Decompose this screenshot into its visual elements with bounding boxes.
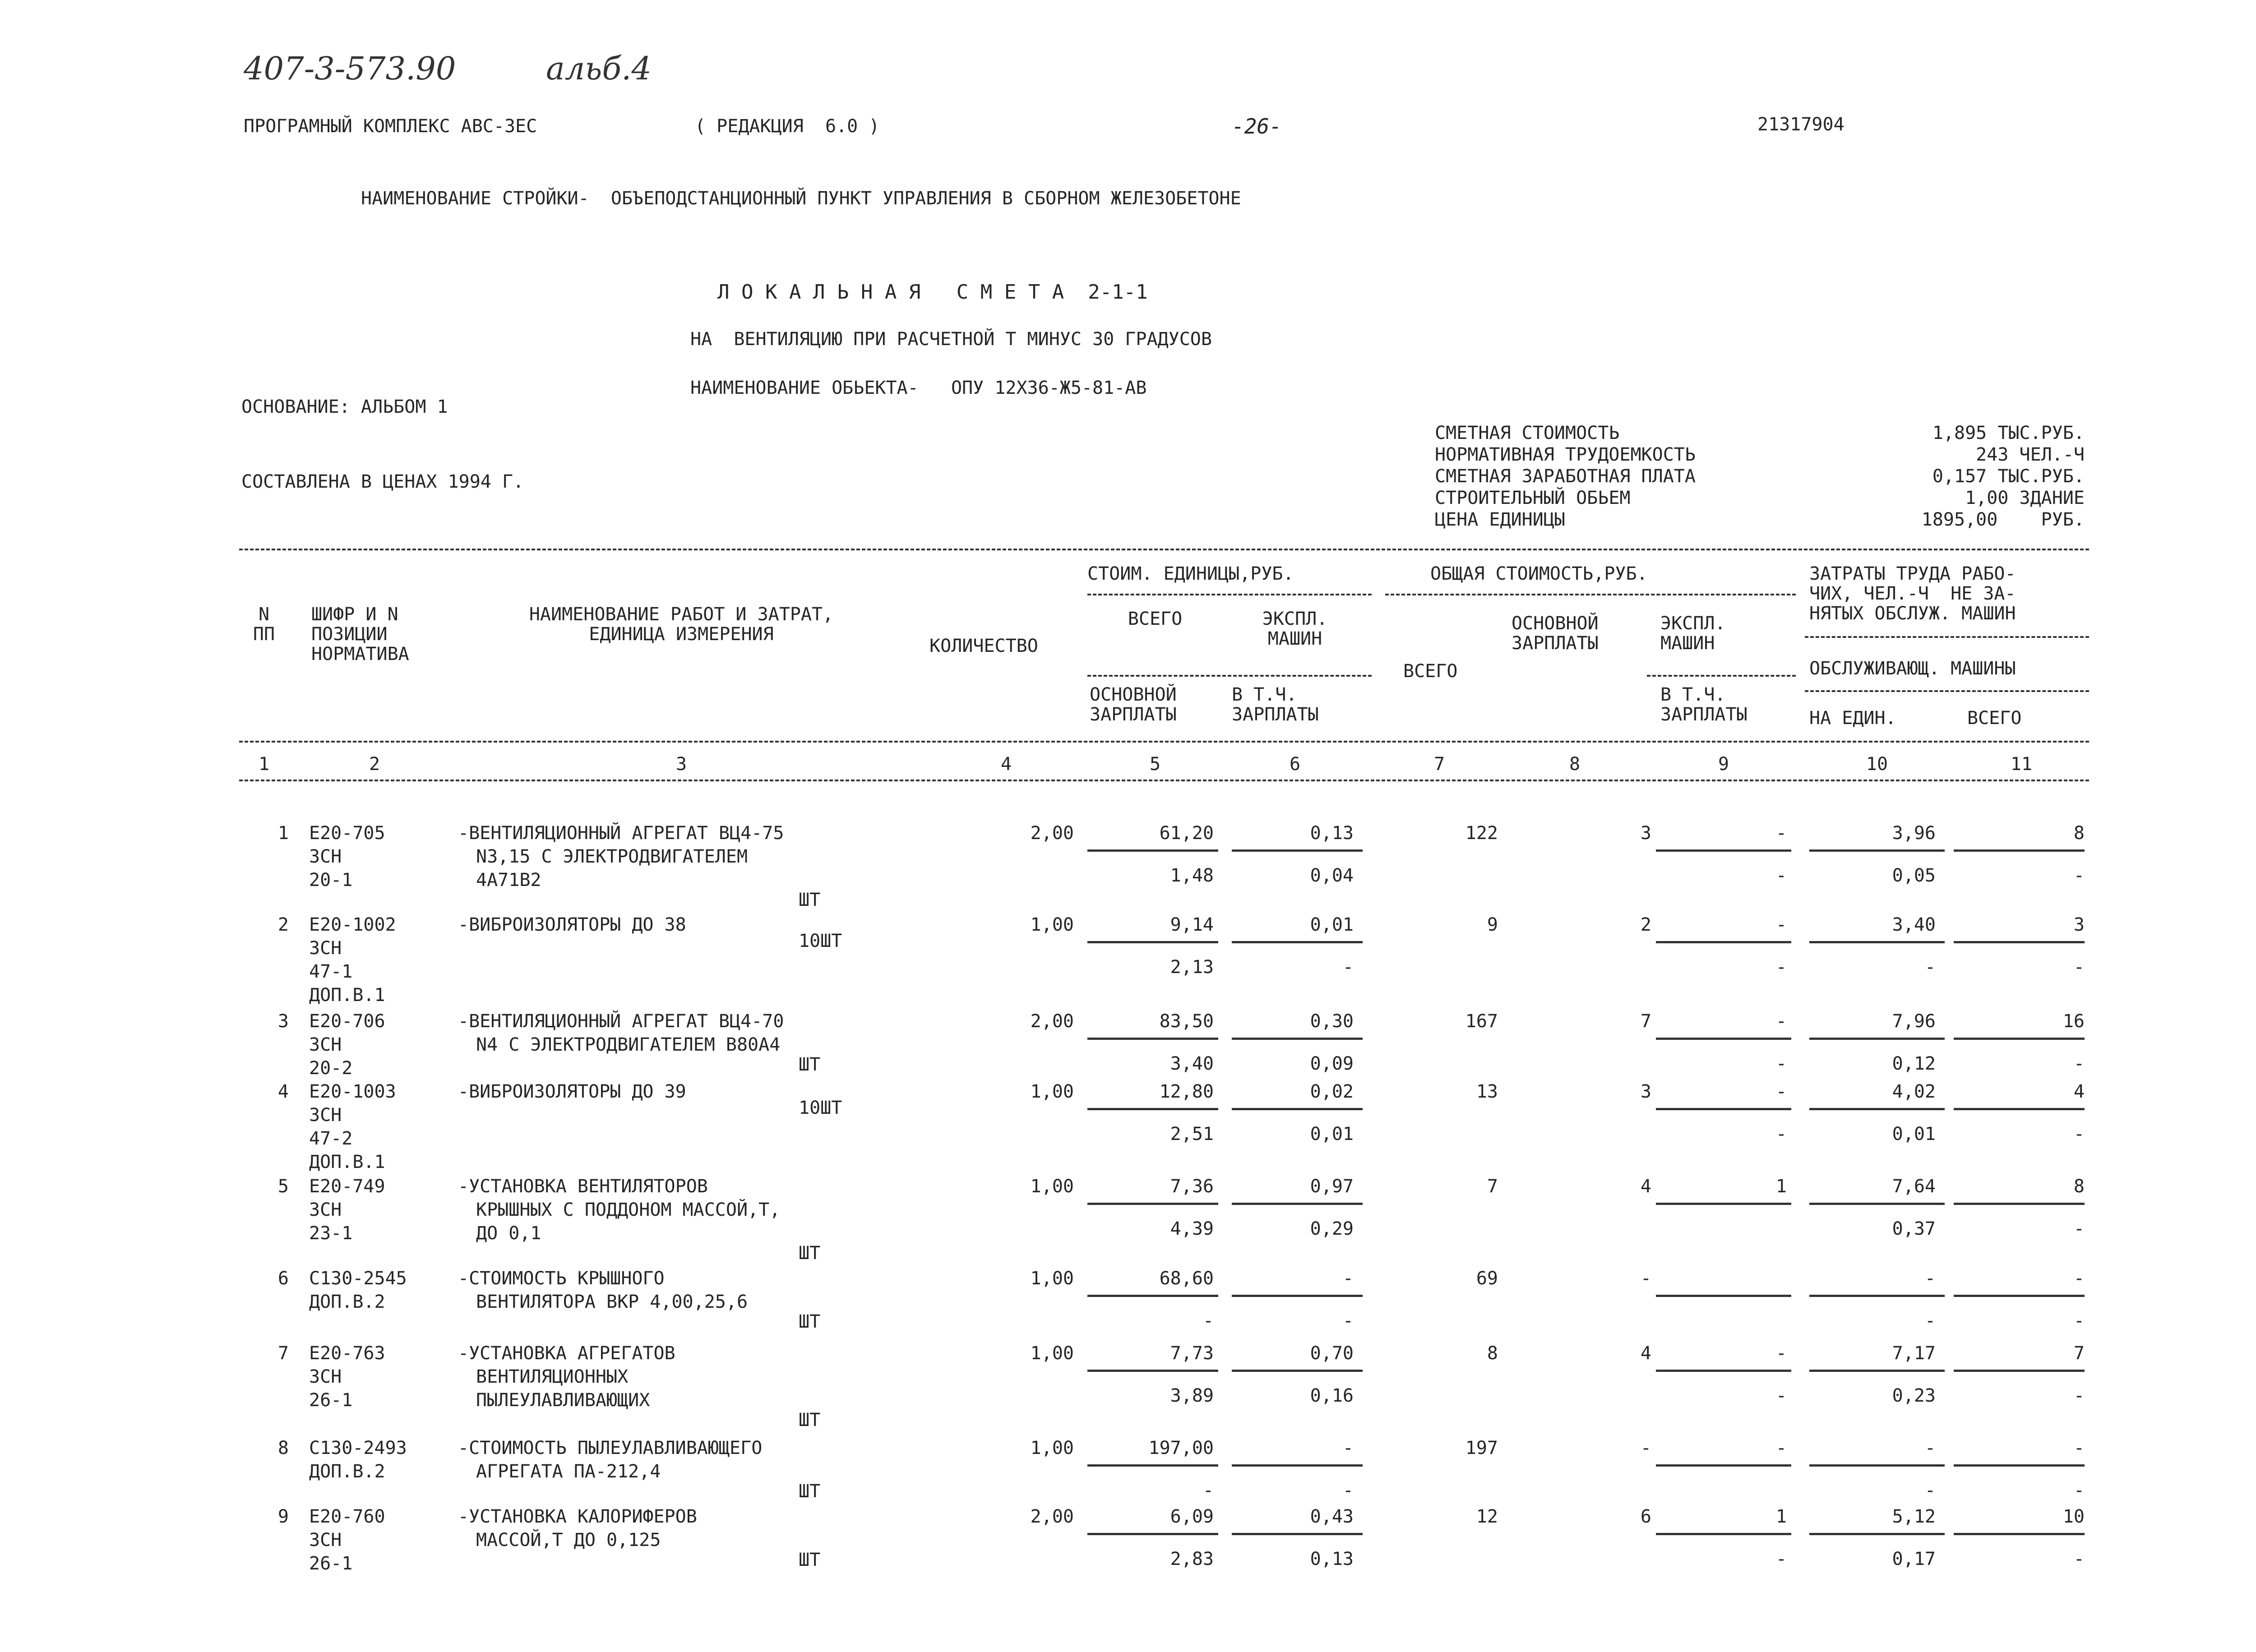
row-unit: ШТ xyxy=(799,1410,821,1431)
cell-underline xyxy=(1954,1370,2085,1372)
cell-underline xyxy=(1656,1295,1791,1297)
row-unit-wage: 4,39 xyxy=(1170,1218,1214,1239)
row-name: ВЕНТИЛЯЦИОННЫХ xyxy=(476,1366,629,1387)
header-subrule xyxy=(1805,690,2089,692)
row-unit-wage: - xyxy=(1202,1311,1214,1331)
row-unit-wage: 2,83 xyxy=(1170,1549,1214,1569)
row-name: АГРЕГАТА ПА-212,4 xyxy=(476,1461,661,1482)
row-name: ВЕНТИЛЯТОРА ВКР 4,00,25,6 xyxy=(476,1292,748,1312)
object-name: НАИМЕНОВАНИЕ ОБЬЕКТА- ОПУ 12Х36-Ж5-81-АВ xyxy=(690,378,1147,398)
row-labor-total-machines: - xyxy=(2073,1218,2085,1239)
document-subtitle: НА ВЕНТИЛЯЦИЮ ПРИ РАСЧЕТНОЙ Т МИНУС 30 ГРАДУСОВ xyxy=(690,329,1212,350)
cell-underline xyxy=(1087,1203,1218,1205)
row-total: 167 xyxy=(1465,1011,1498,1032)
row-labor-total-machines: - xyxy=(2073,1385,2085,1406)
cell-underline xyxy=(1656,1464,1791,1467)
row-unit-wage: 2,13 xyxy=(1170,957,1214,978)
col-labor-machines-header: ОБСЛУЖИВАЮЩ. МАШИНЫ xyxy=(1809,658,2016,679)
row-unit-machine: 0,13 xyxy=(1310,823,1354,844)
doc-number: 21317904 xyxy=(1757,114,1845,135)
cell-underline xyxy=(1087,849,1218,852)
cell-underline xyxy=(1954,941,2085,943)
row-total-machine-wage: - xyxy=(1775,865,1787,886)
row-labor-total: 16 xyxy=(2062,1011,2085,1032)
cell-underline xyxy=(1087,1295,1218,1297)
cell-underline xyxy=(1656,1370,1791,1372)
row-unit-machine-wage: 0,13 xyxy=(1310,1549,1354,1569)
col-unit-machine-wage-header: В Т.Ч. ЗАРПЛАТЫ xyxy=(1232,684,1319,725)
row-name: -СТОИМОСТЬ КРЫШНОГО xyxy=(458,1268,665,1289)
row-labor-total-machines: - xyxy=(2073,1311,2085,1331)
cell-underline xyxy=(1954,1108,2085,1110)
header-subrule xyxy=(1647,675,1796,677)
row-code: Е20-705 xyxy=(309,823,385,844)
program-edition: ( РЕДАКЦИЯ 6.0 ) xyxy=(695,116,880,137)
column-number: 2 xyxy=(369,754,380,775)
row-total-wage: 2 xyxy=(1640,914,1651,935)
cell-underline xyxy=(1087,1533,1218,1535)
row-code: ЗСН xyxy=(309,1034,342,1055)
cell-underline xyxy=(1232,1203,1363,1205)
row-unit-machine-wage: - xyxy=(1342,957,1354,978)
page-number: -26- xyxy=(1232,114,1282,138)
row-labor-unit-machines: 0,01 xyxy=(1892,1124,1936,1144)
row-unit-machine: 0,30 xyxy=(1310,1011,1354,1032)
row-labor-total: 10 xyxy=(2062,1506,2085,1527)
row-total: 9 xyxy=(1487,914,1498,935)
col-labor-total-header: ВСЕГО xyxy=(1967,708,2022,729)
row-code: 20-2 xyxy=(309,1058,353,1079)
row-labor-total: 8 xyxy=(2073,823,2085,844)
cell-underline xyxy=(1232,941,1363,943)
row-code: ДОП.В.2 xyxy=(309,1292,385,1312)
row-code: ДОП.В.2 xyxy=(309,1461,385,1482)
row-unit-cost: 12,80 xyxy=(1159,1081,1214,1102)
summary-label: ЦЕНА ЕДИНИЦЫ xyxy=(1435,509,1565,530)
column-number: 5 xyxy=(1149,754,1161,775)
row-number: 5 xyxy=(277,1176,289,1197)
row-code: ЗСН xyxy=(309,1105,342,1126)
cell-underline xyxy=(1087,1370,1218,1372)
row-unit-machine-wage: 0,01 xyxy=(1310,1124,1354,1144)
summary-value: 1,00 ЗДАНИЕ xyxy=(1965,488,2085,508)
row-number: 9 xyxy=(277,1506,289,1527)
row-labor-unit: 7,17 xyxy=(1892,1343,1936,1364)
col-qty-header: КОЛИЧЕСТВО xyxy=(929,636,1038,656)
row-unit-wage: 3,89 xyxy=(1170,1385,1214,1406)
row-total-wage: - xyxy=(1640,1438,1651,1458)
cell-underline xyxy=(1809,1203,1945,1205)
basis-line: ОСНОВАНИЕ: АЛЬБОМ 1 xyxy=(241,397,448,417)
row-unit: ШТ xyxy=(799,1550,821,1570)
row-code: С130-2545 xyxy=(309,1268,407,1289)
row-labor-unit: - xyxy=(1924,1438,1936,1458)
col-num-header: N ПП xyxy=(253,604,275,645)
row-number: 7 xyxy=(277,1343,289,1364)
row-unit-machine: 0,43 xyxy=(1310,1506,1354,1527)
row-unit-cost: 197,00 xyxy=(1148,1438,1214,1458)
row-unit: ШТ xyxy=(799,1481,821,1502)
handwritten-album: альб.4 xyxy=(546,50,652,87)
summary-value: 1895,00 РУБ. xyxy=(1921,509,2085,530)
row-quantity: 2,00 xyxy=(1030,823,1074,844)
row-name: N4 С ЭЛЕКТРОДВИГАТЕЛЕМ В80А4 xyxy=(476,1034,781,1055)
row-labor-unit: 7,64 xyxy=(1892,1176,1936,1197)
numbers-rule xyxy=(239,780,2089,781)
handwritten-code: 407-3-573.90 xyxy=(244,50,456,87)
row-total-machine-wage: - xyxy=(1775,957,1787,978)
row-total-wage: 3 xyxy=(1640,1081,1651,1102)
row-code: Е20-760 xyxy=(309,1506,385,1527)
row-code: ЗСН xyxy=(309,1200,342,1220)
row-quantity: 2,00 xyxy=(1030,1011,1074,1032)
row-labor-unit-machines: 0,17 xyxy=(1892,1549,1936,1569)
col-unit-wage-header: ОСНОВНОЙ ЗАРПЛАТЫ xyxy=(1090,684,1177,725)
row-labor-unit: 3,96 xyxy=(1892,823,1936,844)
row-code: ДОП.В.1 xyxy=(309,985,385,1006)
row-quantity: 1,00 xyxy=(1030,1438,1074,1458)
column-number: 7 xyxy=(1433,754,1445,775)
row-unit-cost: 83,50 xyxy=(1159,1011,1214,1032)
header-rule-bottom xyxy=(239,741,2089,743)
row-name: 4А71В2 xyxy=(476,870,541,891)
row-labor-unit-machines: - xyxy=(1924,957,1936,978)
row-code: 26-1 xyxy=(309,1553,353,1574)
row-name: -ВЕНТИЛЯЦИОННЫЙ АГРЕГАТ ВЦ4-70 xyxy=(458,1011,784,1032)
row-total-wage: 4 xyxy=(1640,1343,1651,1364)
summary-value: 1,895 ТЫС.РУБ. xyxy=(1932,423,2085,443)
cell-underline xyxy=(1232,1533,1363,1535)
cell-underline xyxy=(1087,941,1218,943)
row-name: -УСТАНОВКА КАЛОРИФЕРОВ xyxy=(458,1506,697,1527)
cell-underline xyxy=(1087,1108,1218,1110)
row-number: 6 xyxy=(277,1268,289,1289)
row-labor-unit-machines: 0,23 xyxy=(1892,1385,1936,1406)
summary-label: НОРМАТИВНАЯ ТРУДОЕМКОСТЬ xyxy=(1435,444,1696,465)
cell-underline xyxy=(1954,1533,2085,1535)
row-code: ЗСН xyxy=(309,938,342,959)
row-name: ПЫЛЕУЛАВЛИВАЮЩИХ xyxy=(476,1390,650,1411)
row-code: Е20-763 xyxy=(309,1343,385,1364)
row-quantity: 1,00 xyxy=(1030,1176,1074,1197)
column-number: 8 xyxy=(1569,754,1581,775)
cell-underline xyxy=(1954,1464,2085,1467)
row-labor-unit: 3,40 xyxy=(1892,914,1936,935)
row-labor-unit: - xyxy=(1924,1268,1936,1289)
row-code: ДОП.В.1 xyxy=(309,1152,385,1172)
row-number: 8 xyxy=(277,1438,289,1458)
row-total: 8 xyxy=(1487,1343,1498,1364)
cell-underline xyxy=(1809,1108,1945,1110)
row-name: -ВИБРОИЗОЛЯТОРЫ ДО 39 xyxy=(458,1081,686,1102)
row-total-machine-wage: - xyxy=(1775,1124,1787,1144)
summary-label: СМЕТНАЯ СТОИМОСТЬ xyxy=(1435,423,1620,443)
col-labor-group-header: ЗАТРАТЫ ТРУДА РАБО- ЧИХ, ЧЕЛ.-Ч НЕ ЗА- НЯТЫХ ОБСЛУЖ. МАШИН xyxy=(1809,563,2016,624)
cell-underline xyxy=(1954,849,2085,852)
row-unit-machine: - xyxy=(1342,1438,1354,1458)
header-subrule xyxy=(1385,594,1796,595)
cell-underline xyxy=(1656,1108,1791,1110)
cell-underline xyxy=(1656,1203,1791,1205)
row-unit: 10ШТ xyxy=(799,1098,842,1118)
construction-name: НАИМЕНОВАНИЕ СТРОЙКИ- ОБЪЕПОДСТАНЦИОННЫЙ ПУНКТ УПРАВЛЕНИЯ В СБОРНОМ ЖЕЛЕЗОБЕТОНЕ xyxy=(361,188,1241,209)
row-unit-machine-wage: 0,04 xyxy=(1310,865,1354,886)
col-total-wage-header: ОСНОВНОЙ ЗАРПЛАТЫ xyxy=(1512,613,1599,654)
row-labor-total-machines: - xyxy=(2073,957,2085,978)
row-total-machine: - xyxy=(1775,1011,1787,1032)
row-name: МАССОЙ,Т ДО 0,125 xyxy=(476,1530,661,1550)
column-number: 4 xyxy=(1000,754,1012,775)
row-labor-total: 4 xyxy=(2073,1081,2085,1102)
row-code: Е20-1002 xyxy=(309,914,396,935)
row-labor-total: - xyxy=(2073,1268,2085,1289)
summary-label: СМЕТНАЯ ЗАРАБОТНАЯ ПЛАТА xyxy=(1435,466,1696,487)
row-unit-cost: 68,60 xyxy=(1159,1268,1214,1289)
row-labor-unit-machines: - xyxy=(1924,1311,1936,1331)
row-labor-total: - xyxy=(2073,1438,2085,1458)
row-total-wage: 7 xyxy=(1640,1011,1651,1032)
cell-underline xyxy=(1232,1370,1363,1372)
row-name: N3,15 С ЭЛЕКТРОДВИГАТЕЛЕМ xyxy=(476,846,748,867)
row-name: -УСТАНОВКА АГРЕГАТОВ xyxy=(458,1343,675,1364)
row-unit: ШТ xyxy=(799,1054,821,1075)
row-labor-total-machines: - xyxy=(2073,1549,2085,1569)
row-labor-unit-machines: 0,05 xyxy=(1892,865,1936,886)
row-code: ЗСН xyxy=(309,1366,342,1387)
row-name: -ВИБРОИЗОЛЯТОРЫ ДО 38 xyxy=(458,914,686,935)
row-unit-machine: 0,02 xyxy=(1310,1081,1354,1102)
row-labor-total-machines: - xyxy=(2073,1053,2085,1074)
column-number: 6 xyxy=(1289,754,1301,775)
row-code: 47-2 xyxy=(309,1128,353,1149)
col-unit-total-header: ВСЕГО xyxy=(1128,609,1183,629)
column-number: 11 xyxy=(2010,754,2033,775)
row-code: 23-1 xyxy=(309,1223,353,1244)
row-code: Е20-749 xyxy=(309,1176,385,1197)
row-total: 7 xyxy=(1487,1176,1498,1197)
cell-underline xyxy=(1809,1464,1945,1467)
row-quantity: 1,00 xyxy=(1030,1081,1074,1102)
row-name: ДО 0,1 xyxy=(476,1223,541,1244)
row-total: 197 xyxy=(1465,1438,1498,1458)
summary-value: 0,157 ТЫС.РУБ. xyxy=(1932,466,2085,487)
header-rule-top xyxy=(239,549,2089,550)
row-name: -УСТАНОВКА ВЕНТИЛЯТОРОВ xyxy=(458,1176,708,1197)
row-unit-machine: 0,70 xyxy=(1310,1343,1354,1364)
row-labor-total-machines: - xyxy=(2073,1124,2085,1144)
row-unit: ШТ xyxy=(799,1311,821,1332)
row-number: 2 xyxy=(277,914,289,935)
row-unit-wage: 2,51 xyxy=(1170,1124,1214,1144)
row-unit-wage: - xyxy=(1202,1480,1214,1501)
cell-underline xyxy=(1809,1295,1945,1297)
row-total-wage: 3 xyxy=(1640,823,1651,844)
summary-label: СТРОИТЕЛЬНЫЙ ОБЬЕМ xyxy=(1435,488,1631,508)
row-total-machine: - xyxy=(1775,1081,1787,1102)
row-unit-wage: 1,48 xyxy=(1170,865,1214,886)
cell-underline xyxy=(1954,1038,2085,1040)
row-labor-total: 7 xyxy=(2073,1343,2085,1364)
cell-underline xyxy=(1232,1464,1363,1467)
row-unit: ШТ xyxy=(799,890,821,910)
row-total-machine: - xyxy=(1775,823,1787,844)
row-labor-unit-machines: - xyxy=(1924,1480,1936,1501)
col-total-all-header: ВСЕГО xyxy=(1403,661,1458,682)
row-quantity: 1,00 xyxy=(1030,1268,1074,1289)
cell-underline xyxy=(1656,1533,1791,1535)
cell-underline xyxy=(1656,941,1791,943)
column-number: 10 xyxy=(1866,754,1888,775)
row-total: 12 xyxy=(1476,1506,1498,1527)
prices-line: СОСТАВЛЕНА В ЦЕНАХ 1994 Г. xyxy=(241,471,524,492)
cell-underline xyxy=(1809,849,1945,852)
col-total-machine-header: ЭКСПЛ. МАШИН xyxy=(1660,613,1726,654)
column-number: 9 xyxy=(1718,754,1729,775)
header-subrule xyxy=(1087,675,1372,677)
row-code: 47-1 xyxy=(309,961,353,982)
row-unit-machine-wage: - xyxy=(1342,1480,1354,1501)
row-labor-unit-machines: 0,12 xyxy=(1892,1053,1936,1074)
column-number: 1 xyxy=(258,754,270,775)
header-subrule xyxy=(1087,594,1372,595)
cell-underline xyxy=(1232,1295,1363,1297)
program-name: ПРОГРАМНЫЙ КОМПЛЕКС АВС-3ЕС xyxy=(244,116,537,137)
cell-underline xyxy=(1809,1533,1945,1535)
col-unit-group-header: СТОИМ. ЕДИНИЦЫ,РУБ. xyxy=(1087,563,1294,584)
row-total: 69 xyxy=(1476,1268,1498,1289)
row-unit-machine: 0,97 xyxy=(1310,1176,1354,1197)
cell-underline xyxy=(1232,849,1363,852)
row-total-machine: 1 xyxy=(1775,1176,1787,1197)
row-code: Е20-1003 xyxy=(309,1081,396,1102)
row-code: С130-2493 xyxy=(309,1438,407,1458)
cell-underline xyxy=(1656,1038,1791,1040)
col-unit-machine-header: ЭКСПЛ. МАШИН xyxy=(1262,609,1328,649)
summary-value: 243 ЧЕЛ.-Ч xyxy=(1976,444,2085,465)
document-title: Л О К А Л Ь Н А Я С М Е Т А 2-1-1 xyxy=(717,281,1148,304)
cell-underline xyxy=(1087,1038,1218,1040)
cell-underline xyxy=(1232,1108,1363,1110)
row-total-wage: 4 xyxy=(1640,1176,1651,1197)
row-labor-unit: 5,12 xyxy=(1892,1506,1936,1527)
row-labor-unit-machines: 0,37 xyxy=(1892,1218,1936,1239)
row-unit-machine: - xyxy=(1342,1268,1354,1289)
row-labor-total: 8 xyxy=(2073,1176,2085,1197)
row-unit-machine-wage: 0,09 xyxy=(1310,1053,1354,1074)
cell-underline xyxy=(1087,1464,1218,1467)
row-total-machine-wage: - xyxy=(1775,1549,1787,1569)
row-unit: 10ШТ xyxy=(799,931,842,951)
row-labor-unit: 4,02 xyxy=(1892,1081,1936,1102)
cell-underline xyxy=(1809,941,1945,943)
row-unit-machine-wage: 0,16 xyxy=(1310,1385,1354,1406)
row-code: 20-1 xyxy=(309,870,353,891)
row-labor-total-machines: - xyxy=(2073,865,2085,886)
row-code: ЗСН xyxy=(309,1530,342,1550)
row-number: 3 xyxy=(277,1011,289,1032)
row-quantity: 1,00 xyxy=(1030,1343,1074,1364)
row-total-machine: - xyxy=(1775,1438,1787,1458)
row-total-wage: 6 xyxy=(1640,1506,1651,1527)
row-labor-unit: 7,96 xyxy=(1892,1011,1936,1032)
cell-underline xyxy=(1954,1203,2085,1205)
row-total-machine: - xyxy=(1775,1343,1787,1364)
row-name: -СТОИМОСТЬ ПЫЛЕУЛАВЛИВАЮЩЕГО xyxy=(458,1438,763,1458)
header-subrule xyxy=(1805,636,2089,638)
row-labor-total-machines: - xyxy=(2073,1480,2085,1501)
row-labor-total: 3 xyxy=(2073,914,2085,935)
col-labor-unit-header: НА ЕДИН. xyxy=(1809,708,1896,729)
row-code: Е20-706 xyxy=(309,1011,385,1032)
row-name: КРЫШНЫХ С ПОДДОНОМ МАССОЙ,Т, xyxy=(476,1200,781,1220)
row-quantity: 2,00 xyxy=(1030,1506,1074,1527)
row-unit-cost: 7,73 xyxy=(1170,1343,1214,1364)
cell-underline xyxy=(1809,1370,1945,1372)
row-unit-cost: 6,09 xyxy=(1170,1506,1214,1527)
row-number: 1 xyxy=(277,823,289,844)
col-code-header: ШИФР И N ПОЗИЦИИ НОРМАТИВА xyxy=(311,604,409,664)
row-total-machine: - xyxy=(1775,914,1787,935)
col-total-group-header: ОБЩАЯ СТОИМОСТЬ,РУБ. xyxy=(1430,563,1648,584)
col-total-machine-wage-header: В Т.Ч. ЗАРПЛАТЫ xyxy=(1660,684,1747,725)
row-total-wage: - xyxy=(1640,1268,1651,1289)
cell-underline xyxy=(1809,1038,1945,1040)
row-unit-wage: 3,40 xyxy=(1170,1053,1214,1074)
column-number: 3 xyxy=(675,754,687,775)
row-number: 4 xyxy=(277,1081,289,1102)
row-code: 26-1 xyxy=(309,1390,353,1411)
row-code: ЗСН xyxy=(309,846,342,867)
cell-underline xyxy=(1232,1038,1363,1040)
cell-underline xyxy=(1954,1295,2085,1297)
row-unit-cost: 61,20 xyxy=(1159,823,1214,844)
row-quantity: 1,00 xyxy=(1030,914,1074,935)
row-unit-cost: 7,36 xyxy=(1170,1176,1214,1197)
col-name-header: НАИМЕНОВАНИЕ РАБОТ И ЗАТРАТ, ЕДИНИЦА ИЗМЕРЕНИЯ xyxy=(529,604,834,645)
row-name: -ВЕНТИЛЯЦИОННЫЙ АГРЕГАТ ВЦ4-75 xyxy=(458,823,784,844)
row-total: 122 xyxy=(1465,823,1498,844)
row-unit-machine-wage: 0,29 xyxy=(1310,1218,1354,1239)
row-total-machine-wage: - xyxy=(1775,1385,1787,1406)
row-unit-cost: 9,14 xyxy=(1170,914,1214,935)
row-total-machine: 1 xyxy=(1775,1506,1787,1527)
cell-underline xyxy=(1656,849,1791,852)
row-unit-machine: 0,01 xyxy=(1310,914,1354,935)
row-total-machine-wage: - xyxy=(1775,1053,1787,1074)
row-unit: ШТ xyxy=(799,1243,821,1264)
row-total: 13 xyxy=(1476,1081,1498,1102)
row-unit-machine-wage: - xyxy=(1342,1311,1354,1331)
